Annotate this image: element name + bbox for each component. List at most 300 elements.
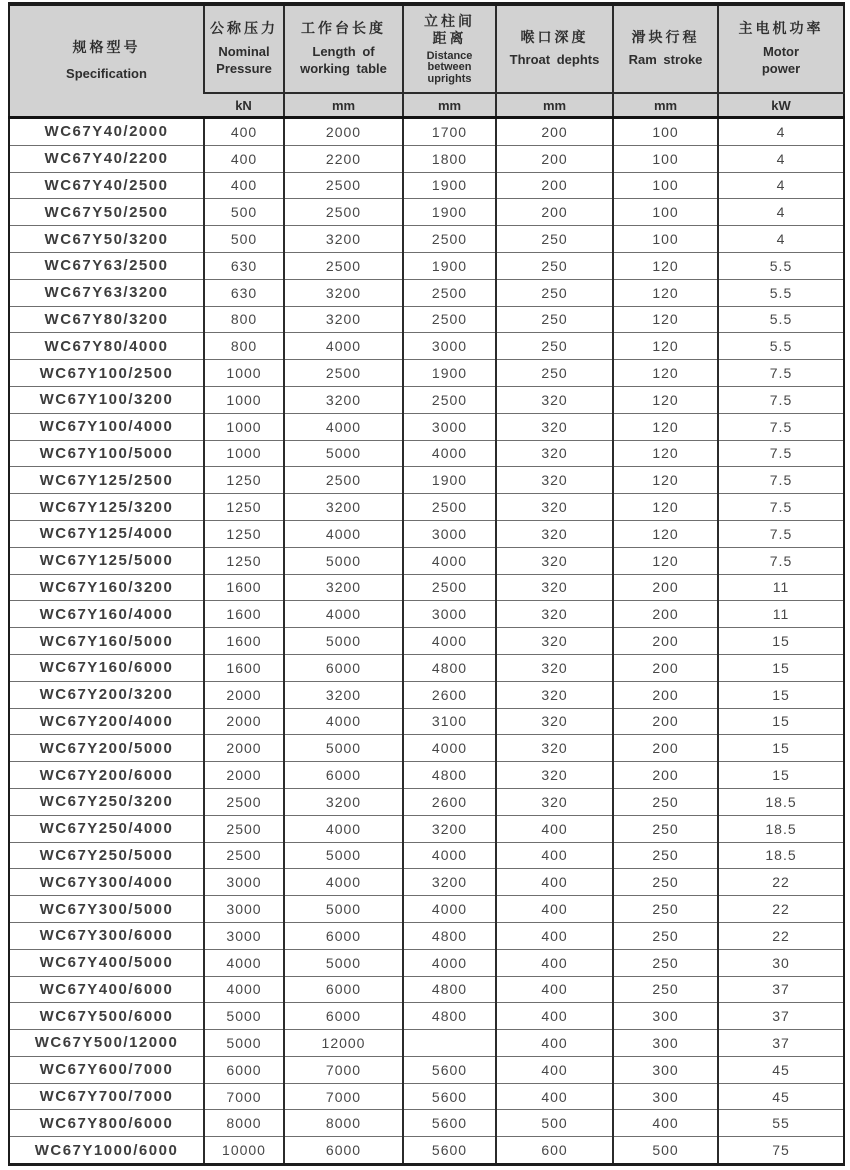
table-cell: 7000 xyxy=(284,1056,403,1083)
table-cell: 400 xyxy=(496,896,613,923)
unit-cell-1: mm xyxy=(284,93,403,118)
table-cell: 1800 xyxy=(403,145,496,172)
table-cell: 200 xyxy=(496,145,613,172)
table-cell: 250 xyxy=(496,360,613,387)
table-cell: 320 xyxy=(496,762,613,789)
table-row xyxy=(9,762,844,789)
table-cell: 7.5 xyxy=(718,386,844,413)
table-cell: 1250 xyxy=(204,520,284,547)
en-line: Nominal xyxy=(218,43,270,59)
table-cell: 3200 xyxy=(284,788,403,815)
spec-cell: WC67Y800/6000 xyxy=(9,1110,204,1137)
table-cell: 120 xyxy=(613,547,718,574)
table-cell: 320 xyxy=(496,788,613,815)
table-cell: 320 xyxy=(496,413,613,440)
table-cell: 4800 xyxy=(403,654,496,681)
table-cell: 2500 xyxy=(204,815,284,842)
table-cell: 6000 xyxy=(284,922,403,949)
table-cell: 3200 xyxy=(284,279,403,306)
table-row xyxy=(9,386,844,413)
table-cell: 4000 xyxy=(204,976,284,1003)
table-cell: 400 xyxy=(496,1083,613,1110)
table-cell: 2500 xyxy=(204,788,284,815)
table-cell: 630 xyxy=(204,252,284,279)
column-header-1 xyxy=(284,4,403,93)
table-row xyxy=(9,467,844,494)
en-line: Throat dephts xyxy=(509,52,600,68)
table-cell: 3200 xyxy=(284,494,403,521)
table-row xyxy=(9,172,844,199)
unit-cell-5: kW xyxy=(718,93,844,118)
table-cell: 200 xyxy=(613,735,718,762)
table-row xyxy=(9,306,844,333)
table-cell: 400 xyxy=(496,1056,613,1083)
table-cell: 200 xyxy=(496,172,613,199)
column-header-5 xyxy=(718,4,844,93)
table-row xyxy=(9,413,844,440)
table-cell: 5600 xyxy=(403,1083,496,1110)
table-cell: 300 xyxy=(613,1003,718,1030)
table-cell: 400 xyxy=(613,1110,718,1137)
zh-line: 公称压力 xyxy=(210,20,278,37)
spec-cell: WC67Y160/4000 xyxy=(9,601,204,628)
table-cell: 5.5 xyxy=(718,252,844,279)
spec-cell: WC67Y63/3200 xyxy=(9,279,204,306)
unit-cell-4: mm xyxy=(613,93,718,118)
table-cell: 1600 xyxy=(204,574,284,601)
table-cell: 250 xyxy=(613,869,718,896)
table-cell: 400 xyxy=(204,172,284,199)
table-cell: 1900 xyxy=(403,360,496,387)
table-cell: 320 xyxy=(496,386,613,413)
spec-cell: WC67Y300/4000 xyxy=(9,869,204,896)
table-cell: 500 xyxy=(204,226,284,253)
table-cell: 200 xyxy=(613,654,718,681)
table-cell: 7.5 xyxy=(718,413,844,440)
table-cell: 15 xyxy=(718,735,844,762)
table-cell: 4000 xyxy=(403,896,496,923)
table-cell: 250 xyxy=(613,976,718,1003)
spec-cell: WC67Y250/3200 xyxy=(9,788,204,815)
table-cell: 3200 xyxy=(284,226,403,253)
table-cell: 4000 xyxy=(403,628,496,655)
table-row xyxy=(9,681,844,708)
table-cell: 8000 xyxy=(284,1110,403,1137)
table-cell: 8000 xyxy=(204,1110,284,1137)
column-header-en xyxy=(614,52,717,69)
table-cell: 2500 xyxy=(284,467,403,494)
table-row xyxy=(9,628,844,655)
column-header-4 xyxy=(613,4,718,93)
spec-cell: WC67Y1000/6000 xyxy=(9,1137,204,1165)
table-cell: 2500 xyxy=(403,386,496,413)
table-cell: 2500 xyxy=(284,252,403,279)
table-cell: 4000 xyxy=(204,949,284,976)
table-cell: 5000 xyxy=(284,547,403,574)
table-cell: 4000 xyxy=(284,708,403,735)
table-row xyxy=(9,333,844,360)
en-line: Length of xyxy=(312,43,375,59)
column-header-zh xyxy=(285,20,402,38)
spec-cell: WC67Y700/7000 xyxy=(9,1083,204,1110)
table-cell: 4000 xyxy=(403,547,496,574)
zh-line: 主电机功率 xyxy=(738,20,824,37)
table-cell: 3200 xyxy=(284,306,403,333)
en-line: Motor xyxy=(762,43,800,59)
table-row xyxy=(9,842,844,869)
table-cell: 7.5 xyxy=(718,547,844,574)
table-cell: 320 xyxy=(496,654,613,681)
table-cell: 1600 xyxy=(204,654,284,681)
spec-cell: WC67Y200/6000 xyxy=(9,762,204,789)
en-line: power xyxy=(761,60,801,76)
table-cell: 400 xyxy=(496,1030,613,1057)
en-line: Pressure xyxy=(216,60,272,76)
table-cell: 7.5 xyxy=(718,467,844,494)
table-cell: 15 xyxy=(718,681,844,708)
column-header-zh xyxy=(614,29,717,47)
table-cell: 120 xyxy=(613,440,718,467)
column-header-zh xyxy=(205,20,283,38)
table-cell: 320 xyxy=(496,735,613,762)
table-cell: 800 xyxy=(204,333,284,360)
table-cell: 4000 xyxy=(284,869,403,896)
table-cell: 2500 xyxy=(284,199,403,226)
table-cell: 11 xyxy=(718,601,844,628)
column-header-3 xyxy=(496,4,613,93)
table-cell: 300 xyxy=(613,1083,718,1110)
table-cell: 320 xyxy=(496,708,613,735)
en-line: working table xyxy=(300,60,387,76)
table-cell: 400 xyxy=(496,869,613,896)
en-line: uprights xyxy=(427,72,472,85)
table-cell: 4000 xyxy=(284,413,403,440)
table-row xyxy=(9,869,844,896)
spec-cell: WC67Y100/5000 xyxy=(9,440,204,467)
unit-cell-3: mm xyxy=(496,93,613,118)
table-cell: 2600 xyxy=(403,681,496,708)
table-cell: 1250 xyxy=(204,494,284,521)
spec-cell: WC67Y400/6000 xyxy=(9,976,204,1003)
table-cell: 250 xyxy=(496,306,613,333)
table-cell: 1900 xyxy=(403,199,496,226)
table-cell: 2500 xyxy=(284,360,403,387)
table-cell: 5000 xyxy=(204,1003,284,1030)
table-cell: 6000 xyxy=(284,1003,403,1030)
table-row xyxy=(9,1083,844,1110)
table-cell: 1900 xyxy=(403,252,496,279)
en-line: between xyxy=(427,61,472,74)
table-cell: 22 xyxy=(718,869,844,896)
table-cell: 5000 xyxy=(204,1030,284,1057)
table-cell: 2000 xyxy=(204,762,284,789)
table-cell: 15 xyxy=(718,654,844,681)
spec-cell: WC67Y125/5000 xyxy=(9,547,204,574)
zh-line: 工作台长度 xyxy=(301,20,386,37)
unit-cell-0: kN xyxy=(204,93,284,118)
table-cell: 3100 xyxy=(403,708,496,735)
table-cell: 630 xyxy=(204,279,284,306)
table-cell: 4000 xyxy=(284,815,403,842)
column-header-zh xyxy=(404,13,495,48)
spec-column-header xyxy=(9,4,204,118)
column-header-en xyxy=(285,44,402,78)
table-row xyxy=(9,896,844,923)
table-cell: 120 xyxy=(613,333,718,360)
table-cell: 400 xyxy=(496,922,613,949)
table-row xyxy=(9,601,844,628)
table-cell: 3000 xyxy=(204,869,284,896)
column-header-2 xyxy=(403,4,496,93)
table-cell: 600 xyxy=(496,1137,613,1165)
table-cell: 500 xyxy=(204,199,284,226)
table-cell: 120 xyxy=(613,494,718,521)
table-cell: 1600 xyxy=(204,601,284,628)
table-row xyxy=(9,1003,844,1030)
table-cell: 1000 xyxy=(204,413,284,440)
table-cell: 5000 xyxy=(284,628,403,655)
table-cell: 250 xyxy=(613,922,718,949)
spec-cell: WC67Y125/3200 xyxy=(9,494,204,521)
table-cell: 4 xyxy=(718,145,844,172)
table-cell: 200 xyxy=(613,708,718,735)
table-cell: 12000 xyxy=(284,1030,403,1057)
table-row xyxy=(9,1030,844,1057)
table-cell: 4000 xyxy=(403,440,496,467)
table-row xyxy=(9,788,844,815)
table-cell: 320 xyxy=(496,467,613,494)
table-cell: 1600 xyxy=(204,628,284,655)
table-cell: 2500 xyxy=(403,574,496,601)
table-cell: 5000 xyxy=(284,842,403,869)
table-cell: 1250 xyxy=(204,547,284,574)
spec-header-en: Specification xyxy=(66,66,147,82)
table-cell: 200 xyxy=(496,118,613,146)
table-row xyxy=(9,949,844,976)
table-cell: 300 xyxy=(613,1030,718,1057)
specification-table xyxy=(8,2,845,1166)
table-row xyxy=(9,1110,844,1137)
table-cell: 7.5 xyxy=(718,494,844,521)
zh-line: 滑块行程 xyxy=(631,28,700,45)
table-cell: 400 xyxy=(204,145,284,172)
table-cell: 200 xyxy=(613,681,718,708)
table-cell: 2000 xyxy=(204,735,284,762)
table-cell: 30 xyxy=(718,949,844,976)
zh-line: 立柱间 xyxy=(424,12,475,29)
table-cell: 3000 xyxy=(403,333,496,360)
table-cell: 250 xyxy=(613,896,718,923)
table-cell: 3200 xyxy=(284,386,403,413)
table-row xyxy=(9,118,844,146)
table-cell: 4000 xyxy=(284,520,403,547)
table-row xyxy=(9,574,844,601)
table-cell: 2000 xyxy=(204,708,284,735)
table-cell: 400 xyxy=(496,976,613,1003)
table-cell: 3000 xyxy=(204,896,284,923)
table-cell: 120 xyxy=(613,467,718,494)
table-cell: 1250 xyxy=(204,467,284,494)
table-cell: 120 xyxy=(613,520,718,547)
table-row xyxy=(9,735,844,762)
table-cell: 120 xyxy=(613,360,718,387)
table-row xyxy=(9,922,844,949)
column-header-zh xyxy=(719,20,843,38)
spec-cell: WC67Y200/4000 xyxy=(9,708,204,735)
table-cell: 400 xyxy=(496,815,613,842)
table-cell: 200 xyxy=(613,762,718,789)
table-cell: 5000 xyxy=(284,896,403,923)
spec-cell: WC67Y125/2500 xyxy=(9,467,204,494)
table-cell: 2500 xyxy=(204,842,284,869)
column-header-en xyxy=(497,52,612,69)
table-cell: 120 xyxy=(613,306,718,333)
table-cell: 4000 xyxy=(403,735,496,762)
table-cell: 120 xyxy=(613,413,718,440)
spec-cell: WC67Y160/3200 xyxy=(9,574,204,601)
table-cell: 2600 xyxy=(403,788,496,815)
table-cell: 55 xyxy=(718,1110,844,1137)
table-cell: 7.5 xyxy=(718,440,844,467)
table-cell: 3000 xyxy=(403,601,496,628)
spec-cell: WC67Y100/2500 xyxy=(9,360,204,387)
table-cell: 5000 xyxy=(284,440,403,467)
table-cell: 5600 xyxy=(403,1137,496,1165)
table-cell: 100 xyxy=(613,118,718,146)
spec-cell: WC67Y250/5000 xyxy=(9,842,204,869)
table-cell: 2000 xyxy=(204,681,284,708)
table-cell: 120 xyxy=(613,279,718,306)
table-cell: 75 xyxy=(718,1137,844,1165)
table-cell: 45 xyxy=(718,1083,844,1110)
table-cell: 3000 xyxy=(403,413,496,440)
table-cell: 400 xyxy=(204,118,284,146)
table-cell: 6000 xyxy=(284,1137,403,1165)
table-cell: 500 xyxy=(613,1137,718,1165)
table-cell: 6000 xyxy=(204,1056,284,1083)
spec-cell: WC67Y300/5000 xyxy=(9,896,204,923)
table-cell: 7.5 xyxy=(718,520,844,547)
table-cell: 5000 xyxy=(284,735,403,762)
table-cell: 2500 xyxy=(403,279,496,306)
table-row xyxy=(9,654,844,681)
table-cell: 4000 xyxy=(284,601,403,628)
table-cell: 37 xyxy=(718,1030,844,1057)
table-cell: 320 xyxy=(496,494,613,521)
table-cell: 6000 xyxy=(284,976,403,1003)
unit-cell-2: mm xyxy=(403,93,496,118)
table-body xyxy=(9,118,844,1165)
table-cell: 4 xyxy=(718,226,844,253)
table-row xyxy=(9,1056,844,1083)
table-cell: 4000 xyxy=(403,949,496,976)
table-cell: 800 xyxy=(204,306,284,333)
table-cell: 100 xyxy=(613,145,718,172)
table-cell: 300 xyxy=(613,1056,718,1083)
table-row xyxy=(9,360,844,387)
table-cell: 320 xyxy=(496,628,613,655)
table-cell: 250 xyxy=(496,333,613,360)
zh-line: 喉口深度 xyxy=(520,28,589,45)
column-header-en xyxy=(404,51,495,86)
en-line: Distance xyxy=(426,49,473,62)
table-cell: 4 xyxy=(718,118,844,146)
table-cell: 10000 xyxy=(204,1137,284,1165)
spec-cell: WC67Y50/2500 xyxy=(9,199,204,226)
table-cell: 320 xyxy=(496,574,613,601)
table-cell: 2500 xyxy=(403,306,496,333)
table-row xyxy=(9,520,844,547)
spec-cell: WC67Y40/2000 xyxy=(9,118,204,146)
table-row xyxy=(9,226,844,253)
table-cell: 15 xyxy=(718,762,844,789)
table-cell: 250 xyxy=(613,842,718,869)
header-row-main xyxy=(9,4,844,93)
spec-cell: WC67Y250/4000 xyxy=(9,815,204,842)
table-row xyxy=(9,547,844,574)
table-cell: 11 xyxy=(718,574,844,601)
table-row xyxy=(9,1137,844,1165)
table-cell: 5.5 xyxy=(718,306,844,333)
table-cell: 22 xyxy=(718,922,844,949)
table-cell: 4800 xyxy=(403,1003,496,1030)
table-cell: 4000 xyxy=(284,333,403,360)
table-cell: 5.5 xyxy=(718,333,844,360)
column-header-en xyxy=(719,44,843,78)
en-line: Ram stroke xyxy=(628,52,703,68)
table-cell: 250 xyxy=(613,949,718,976)
table-cell: 5.5 xyxy=(718,279,844,306)
table-cell: 7.5 xyxy=(718,360,844,387)
table-cell: 2000 xyxy=(284,118,403,146)
table-row xyxy=(9,440,844,467)
table-cell: 320 xyxy=(496,520,613,547)
spec-cell: WC67Y500/6000 xyxy=(9,1003,204,1030)
table-cell: 1000 xyxy=(204,386,284,413)
spec-cell: WC67Y63/2500 xyxy=(9,252,204,279)
table-cell: 5600 xyxy=(403,1056,496,1083)
table-cell: 18.5 xyxy=(718,842,844,869)
table-cell: 22 xyxy=(718,896,844,923)
table-cell: 2500 xyxy=(403,494,496,521)
spec-cell: WC67Y125/4000 xyxy=(9,520,204,547)
table-cell: 120 xyxy=(613,252,718,279)
table-cell: 200 xyxy=(613,628,718,655)
table-row xyxy=(9,708,844,735)
table-cell: 3000 xyxy=(204,922,284,949)
spec-cell: WC67Y600/7000 xyxy=(9,1056,204,1083)
spec-cell: WC67Y300/6000 xyxy=(9,922,204,949)
spec-cell: WC67Y500/12000 xyxy=(9,1030,204,1057)
spec-header-zh: 规格型号 xyxy=(72,38,141,55)
zh-line: 距离 xyxy=(432,30,467,47)
spec-cell: WC67Y40/2500 xyxy=(9,172,204,199)
table-cell: 3200 xyxy=(403,869,496,896)
table-cell xyxy=(403,1030,496,1057)
table-cell: 4 xyxy=(718,199,844,226)
table-cell: 320 xyxy=(496,681,613,708)
table-row xyxy=(9,279,844,306)
spec-cell: WC67Y80/4000 xyxy=(9,333,204,360)
table-row xyxy=(9,252,844,279)
table-cell: 4800 xyxy=(403,762,496,789)
table-row xyxy=(9,145,844,172)
table-cell: 4 xyxy=(718,172,844,199)
table-row xyxy=(9,494,844,521)
table-cell: 320 xyxy=(496,601,613,628)
table-row xyxy=(9,976,844,1003)
table-cell: 6000 xyxy=(284,762,403,789)
